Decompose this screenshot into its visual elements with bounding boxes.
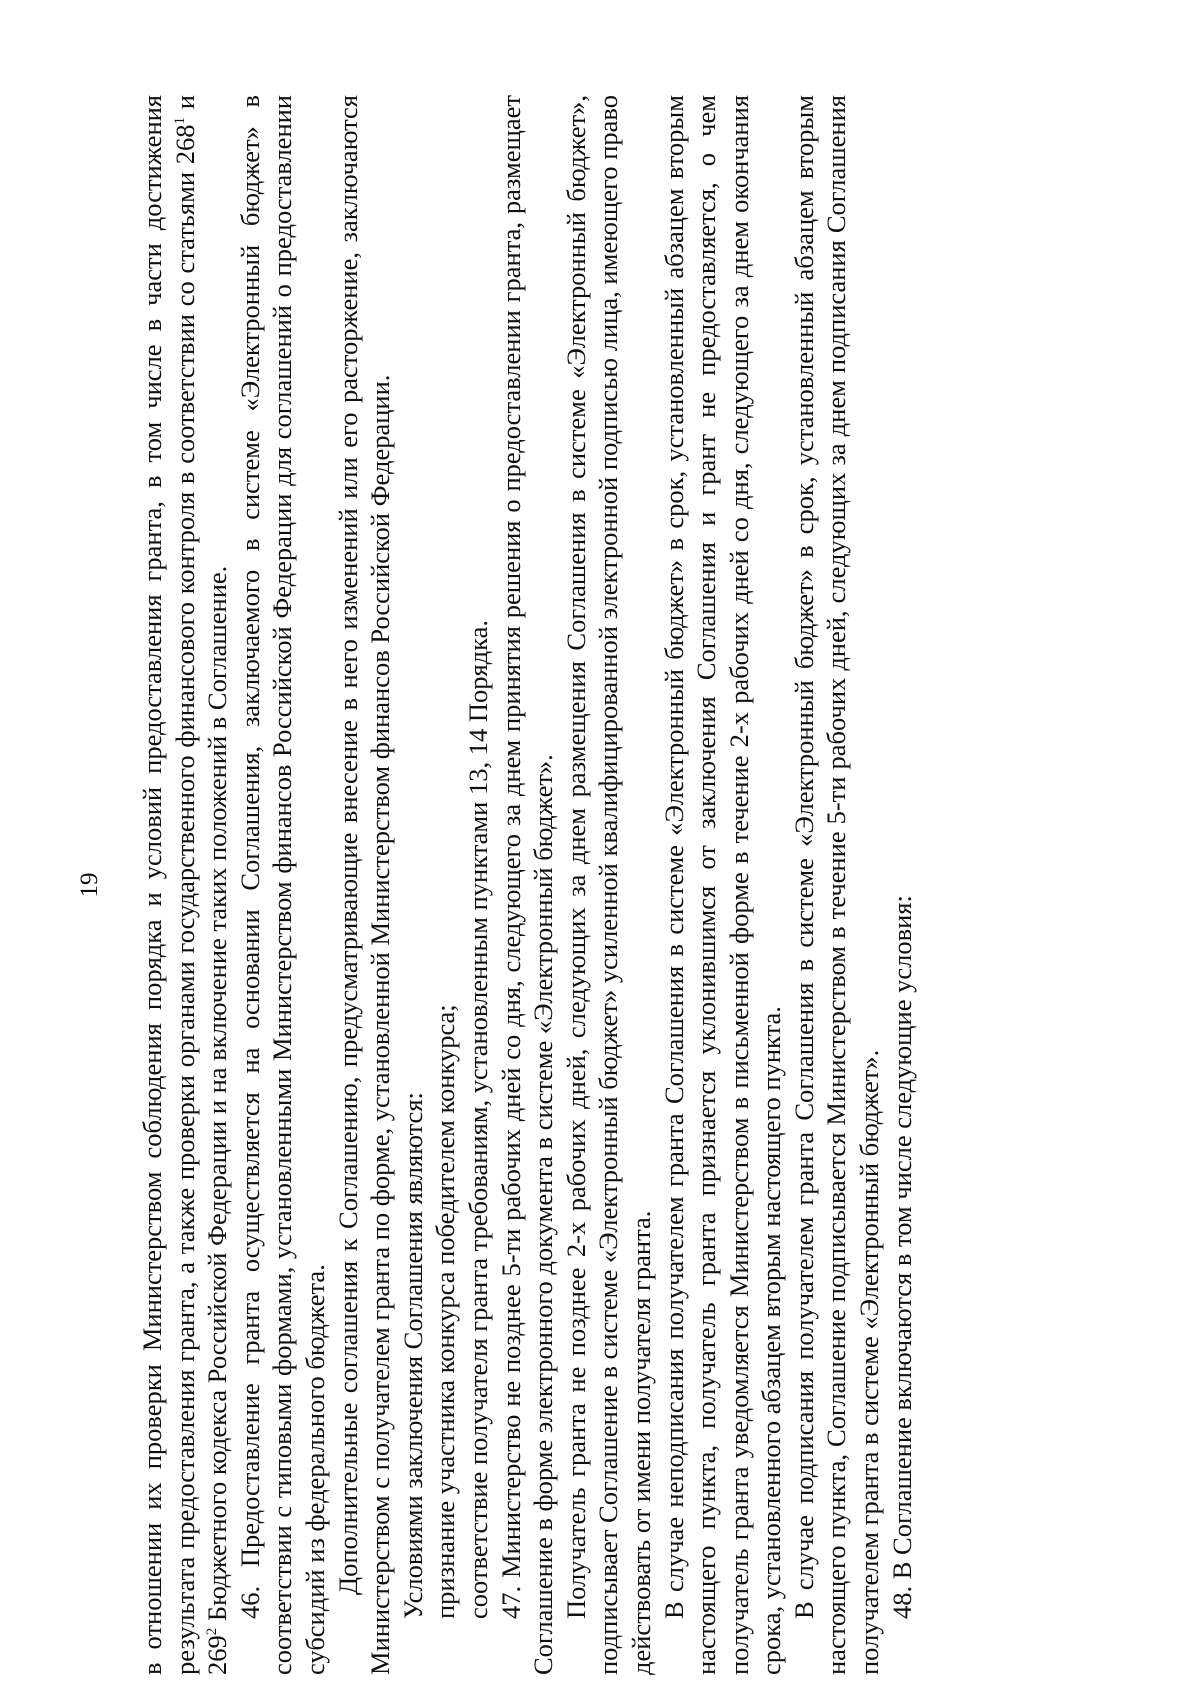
page-number: 19 xyxy=(76,872,103,898)
list-item: соответствие получателя гранта требованиям, установленным пунктами 13, 14 Порядка. xyxy=(462,619,493,1619)
paragraph-additional-agreements: Дополнительные соглашения к Соглашению, предусматривающие внесение в него изменений или его расторжение, заключаются Министерством с получателем гранта по форме, установленной Министерством финансов Российской Федерации. xyxy=(332,95,396,1675)
paragraph-continuation xyxy=(136,95,234,1675)
paragraph-signing: В случае подписания получателем гранта Соглашения в системе «Электронный бюджет» в срок, установленный абзацем вторым настоящего пункта, Соглашение подписывается Министерством в течение 5-ти рабочих дней, следующих за днем подписания Соглашения получателем гранта в системе «Электронный бюджет». xyxy=(788,95,885,1675)
paragraph-48: 48. В Соглашение включаются в том числе следующие условия: xyxy=(886,895,917,1619)
paragraph-47: 47. Министерство не позднее 5-ти рабочих дней со дня, следующего за днем принятия решения о предоставлении гранта, размещает Соглашение в форме электронного документа в системе «Электронный бюджет». xyxy=(495,95,559,1675)
rotated-text-frame xyxy=(76,95,966,1675)
list-item: признание участника конкурса победителем конкурса; xyxy=(430,1004,461,1619)
paragraph-recipient-signing: Получатель гранта не позднее 2-х рабочих дней, следующих за днем размещения Соглашения в системе «Электронный бюджет», подписывает Соглашение в системе «Электронный бюджет» усиленной квалифицированной электронной подписью лица, имеющего право действовать от имени получателя гранта. xyxy=(560,95,656,1675)
paragraph-text: и 269 xyxy=(169,95,233,1675)
document-body xyxy=(136,95,918,1675)
paragraph-text: в отношении их проверки Министерством соблюдения порядка и условий предоставления гранта, в том числе в части достижения результата предоставления гранта, а также проверки органами государственного финансового контроля в соответствии со статьями 268 xyxy=(137,95,200,1675)
paragraph-46: 46. Предоставление гранта осуществляется на основании Соглашения, заключаемого в системе «Электронный бюджет» в соответствии с типовыми формами, установленными Министерством финансов Российской Федерации для соглашений о предоставлении субсидий из федерального бюджета. xyxy=(234,95,330,1675)
paragraph-text: Бюджетного кодекса Российской Федерации и на включение таких положений в Соглашение. xyxy=(202,565,233,1628)
superscript: 1 xyxy=(171,116,188,125)
superscript: 2 xyxy=(204,1627,221,1636)
paragraph-conditions-heading: Условиями заключения Соглашения являются: xyxy=(397,1092,428,1619)
paragraph-non-signing: В случае неподписания получателем гранта Соглашения в системе «Электронный бюджет» в срок, установленный абзацем вторым настоящего пункта, получатель гранта признается уклонившимся от заключения Соглашения и грант не предоставляется, о чем получатель гранта уведомляется Министерством в письменной форме в течение 2-х рабочих дней со дня, следующего за днем окончания срока, установленного абзацем вторым настоящего пункта. xyxy=(658,95,787,1675)
